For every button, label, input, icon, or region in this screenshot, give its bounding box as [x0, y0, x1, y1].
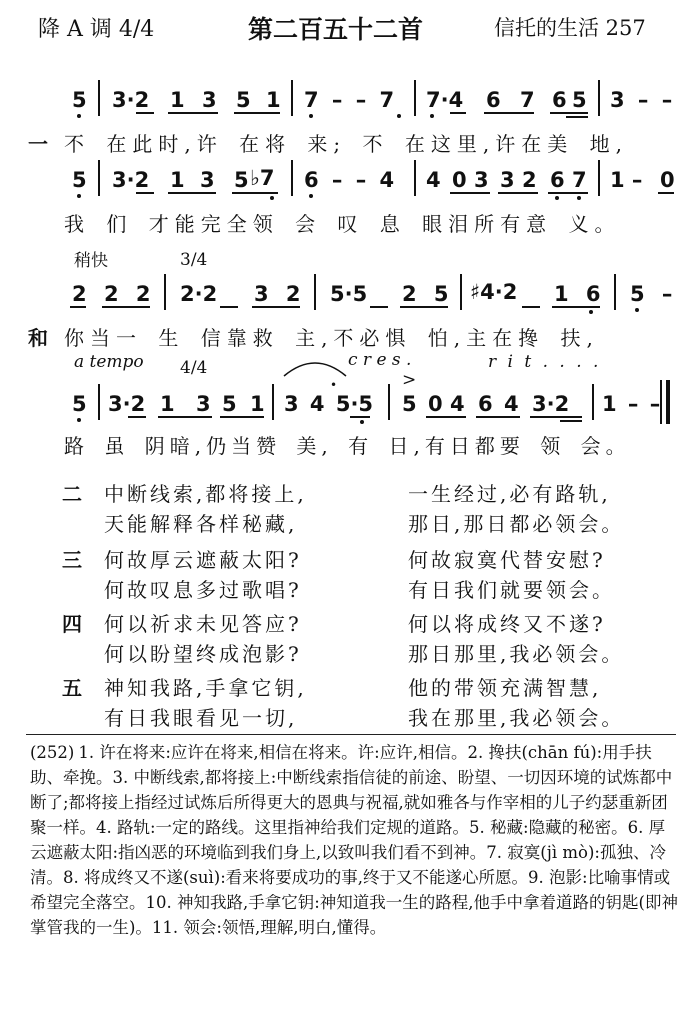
lyric-line: 我 们 才能完全领 会 叹 息 眼泪所有意 义。 — [64, 212, 621, 236]
bar-line — [98, 80, 100, 116]
verse-line: 天能解释各样秘藏, — [104, 512, 298, 536]
hymn-title: 第二百五十二首 — [248, 15, 424, 44]
verse-line: 何以盼望终成泡影? — [104, 642, 302, 666]
note: 6 — [550, 168, 565, 192]
note: 5 — [236, 88, 251, 112]
note: 3·2 — [532, 392, 570, 416]
low-octave-dot — [77, 194, 81, 198]
beam — [168, 192, 216, 194]
verse-line: 何故厚云遮蔽太阳? — [104, 548, 302, 572]
note: 3 – – — [610, 88, 673, 112]
note: 3 — [196, 392, 211, 416]
note: 2 — [72, 282, 87, 306]
note: 5 — [72, 168, 87, 192]
beam — [400, 306, 448, 308]
note: 6 — [478, 392, 493, 416]
note: 5 — [72, 88, 87, 112]
beam — [530, 416, 582, 418]
beam — [70, 306, 86, 308]
note: 3 — [200, 168, 215, 192]
note: 4 — [426, 168, 441, 192]
key-signature: 降 A 调 4/4 — [38, 17, 155, 42]
ritardando-marking: r i t . . . . — [488, 352, 599, 372]
verse-number: 二 — [62, 482, 82, 506]
beam — [552, 306, 600, 308]
divider — [26, 734, 676, 735]
verse-line: 有日我们就要领会。 — [408, 578, 615, 602]
note: 5 — [234, 168, 249, 192]
verse-number: 四 — [62, 612, 82, 636]
a-tempo-marking: a tempo — [74, 352, 144, 372]
beam — [128, 416, 146, 418]
beam — [450, 112, 466, 114]
note: 7·4 — [426, 88, 464, 112]
bar-line — [414, 160, 416, 196]
bar-line — [388, 384, 390, 420]
verse-line: 何故叹息多过歌唱? — [104, 578, 302, 602]
note: 3 2 — [254, 282, 301, 306]
low-octave-dot — [360, 420, 364, 424]
verse-line: 有日我眼看见一切, — [104, 706, 298, 730]
note: 1 – – — [602, 392, 661, 416]
accent-mark: > — [402, 370, 417, 390]
note: 6 — [552, 88, 567, 112]
bar-line — [414, 80, 416, 116]
footnote-label: (252) — [30, 743, 75, 762]
note: 1 – — [610, 168, 643, 192]
refrain-marker: 和 — [28, 326, 48, 350]
beam — [370, 306, 388, 308]
verse-line: 一生经过,必有路轨, — [408, 482, 611, 506]
note: 1 — [170, 88, 185, 112]
low-octave-dot — [635, 308, 639, 312]
note: 7 – – 7 — [304, 88, 395, 112]
note: 5·5 — [330, 282, 368, 306]
note: 2 — [522, 168, 537, 192]
final-bar-thick — [666, 380, 670, 424]
note: 0 — [660, 168, 675, 192]
footnote-text: 1. 许在将来:应许在将来,相信在将来。许:应许,相信。2. 搀扶(chān fú):用手扶助、牵挽。3. 中断线索,都将接上:中断线索指信徒的前途、盼望、一切因环境的试炼都中断了;都将接上指经过试炼后所得更大的恩典与祝福,就如雅各与作宰相的儿子约瑟重新团聚一样。4. 路轨:一定的路线。这里指神给我们定规的道路。5. 秘藏:隐藏的秘密。6. 厚云遮蔽太阳:指凶恶的环境临到我们身上,以致叫我们看不到神。7. 寂寞(jì mò):孤独、冷清。8. 将成终又不遂(suì):看来将要成功的事,终于又不能遂心所愿。9. 泡影:比喻事情或希望完全落空。10. 神知我路,手拿它钥:神知道我一生的路程,他手中拿着道路的钥匙(即神掌管我的一生)。11. 领会:领悟,理解,明白,懂得。 — [30, 743, 678, 937]
note: 3 4 5·5 — [284, 392, 374, 416]
verse-line: 何故寂寞代替安慰? — [408, 548, 606, 572]
beam — [220, 416, 264, 418]
fermata-arc — [282, 356, 348, 378]
note: 5 – — [630, 282, 673, 306]
low-octave-dot — [270, 196, 274, 200]
beam — [158, 416, 212, 418]
verse-line: 他的带领充满智慧, — [408, 676, 602, 700]
lyric-line: 你当一 生 信靠救 主,不必惧 怕,主在搀 扶, — [64, 326, 599, 350]
bar-line — [614, 274, 616, 310]
footnotes — [30, 740, 680, 940]
lyric-line: 不 在此时,许 在将 来; 不 在这里,许在美 地, — [64, 132, 628, 156]
note: 4 — [504, 392, 519, 416]
note: 5 — [402, 392, 417, 416]
fermata-dot: • — [330, 378, 338, 392]
beam — [658, 192, 674, 194]
flat-note: ♭7 — [250, 166, 275, 190]
verse-number: 五 — [62, 676, 82, 700]
low-octave-dot — [589, 310, 593, 314]
low-octave-dot — [77, 114, 81, 118]
sharp-note: ♯4·2 — [470, 280, 518, 304]
low-octave-dot — [577, 196, 581, 200]
bar-line — [291, 80, 293, 116]
note: 3·2 — [108, 392, 146, 416]
note: 3·2 — [112, 88, 150, 112]
note: 1 — [160, 392, 175, 416]
beam — [350, 416, 370, 418]
verse-number: 三 — [62, 548, 82, 572]
beam — [426, 416, 466, 418]
bar-line — [598, 160, 600, 196]
beam — [136, 112, 154, 114]
verse-line: 何以将成终又不遂? — [408, 612, 606, 636]
verse-line: 那日,那日都必领会。 — [408, 512, 625, 536]
note: 5 — [222, 392, 237, 416]
beam — [550, 112, 588, 114]
note: 3·2 — [112, 168, 150, 192]
note: 4 — [450, 392, 465, 416]
beam — [168, 112, 218, 114]
low-octave-dot — [397, 114, 401, 118]
bar-line — [98, 384, 100, 420]
beam — [232, 192, 278, 194]
note: 1 — [250, 392, 265, 416]
low-octave-dot — [555, 196, 559, 200]
verse-line: 中断线索,都将接上, — [104, 482, 307, 506]
time-signature: 3/4 — [180, 250, 208, 270]
note: 2 2 — [104, 282, 151, 306]
bar-line — [592, 384, 594, 420]
note: 2 5 — [402, 282, 449, 306]
beam — [548, 192, 588, 194]
note: 1 6 — [554, 282, 601, 306]
note: 3 — [500, 168, 515, 192]
beam — [498, 192, 538, 194]
beam — [102, 306, 150, 308]
tempo-marking: 稍快 — [74, 251, 108, 271]
note: 3 — [474, 168, 489, 192]
bar-line — [272, 384, 274, 420]
bar-line — [291, 160, 293, 196]
beam — [450, 192, 490, 194]
beam — [220, 306, 238, 308]
note: 0 — [452, 168, 467, 192]
low-octave-dot — [430, 114, 434, 118]
verse-marker: 一 — [28, 132, 48, 156]
note: 6 — [486, 88, 501, 112]
note: 0 — [428, 392, 443, 416]
note: 5 — [572, 88, 587, 112]
note: 1 — [266, 88, 281, 112]
note: 6 – – 4 — [304, 168, 395, 192]
note: 7 — [572, 168, 587, 192]
crescendo-marking: c r e s . — [348, 350, 412, 370]
low-octave-dot — [309, 114, 313, 118]
beam — [566, 116, 588, 118]
bar-line — [460, 274, 462, 310]
verse-line: 那日那里,我必领会。 — [408, 642, 625, 666]
note: 5 — [72, 392, 87, 416]
lyric-line: 路 虽 阴暗,仍当赞 美, 有 日,有日都要 领 会。 — [64, 434, 631, 458]
bar-line — [164, 274, 166, 310]
beam — [234, 112, 280, 114]
beam — [484, 112, 534, 114]
time-signature: 4/4 — [180, 358, 208, 378]
beam — [522, 306, 540, 308]
beam — [476, 416, 520, 418]
low-octave-dot — [77, 418, 81, 422]
verse-line: 我在那里,我必领会。 — [408, 706, 625, 730]
note: 7 — [520, 88, 535, 112]
low-octave-dot — [309, 194, 313, 198]
verse-line: 何以祈求未见答应? — [104, 612, 302, 636]
beam — [136, 192, 154, 194]
beam — [560, 420, 582, 422]
bar-line — [98, 160, 100, 196]
bar-line — [598, 80, 600, 116]
note: 3 — [202, 88, 217, 112]
verse-line: 神知我路,手拿它钥, — [104, 676, 307, 700]
hymn-theme: 信托的生活 257 — [494, 16, 646, 40]
bar-line — [314, 274, 316, 310]
note: 1 — [170, 168, 185, 192]
beam — [252, 306, 300, 308]
final-bar-thin — [660, 380, 662, 424]
note: 2·2 — [180, 282, 218, 306]
